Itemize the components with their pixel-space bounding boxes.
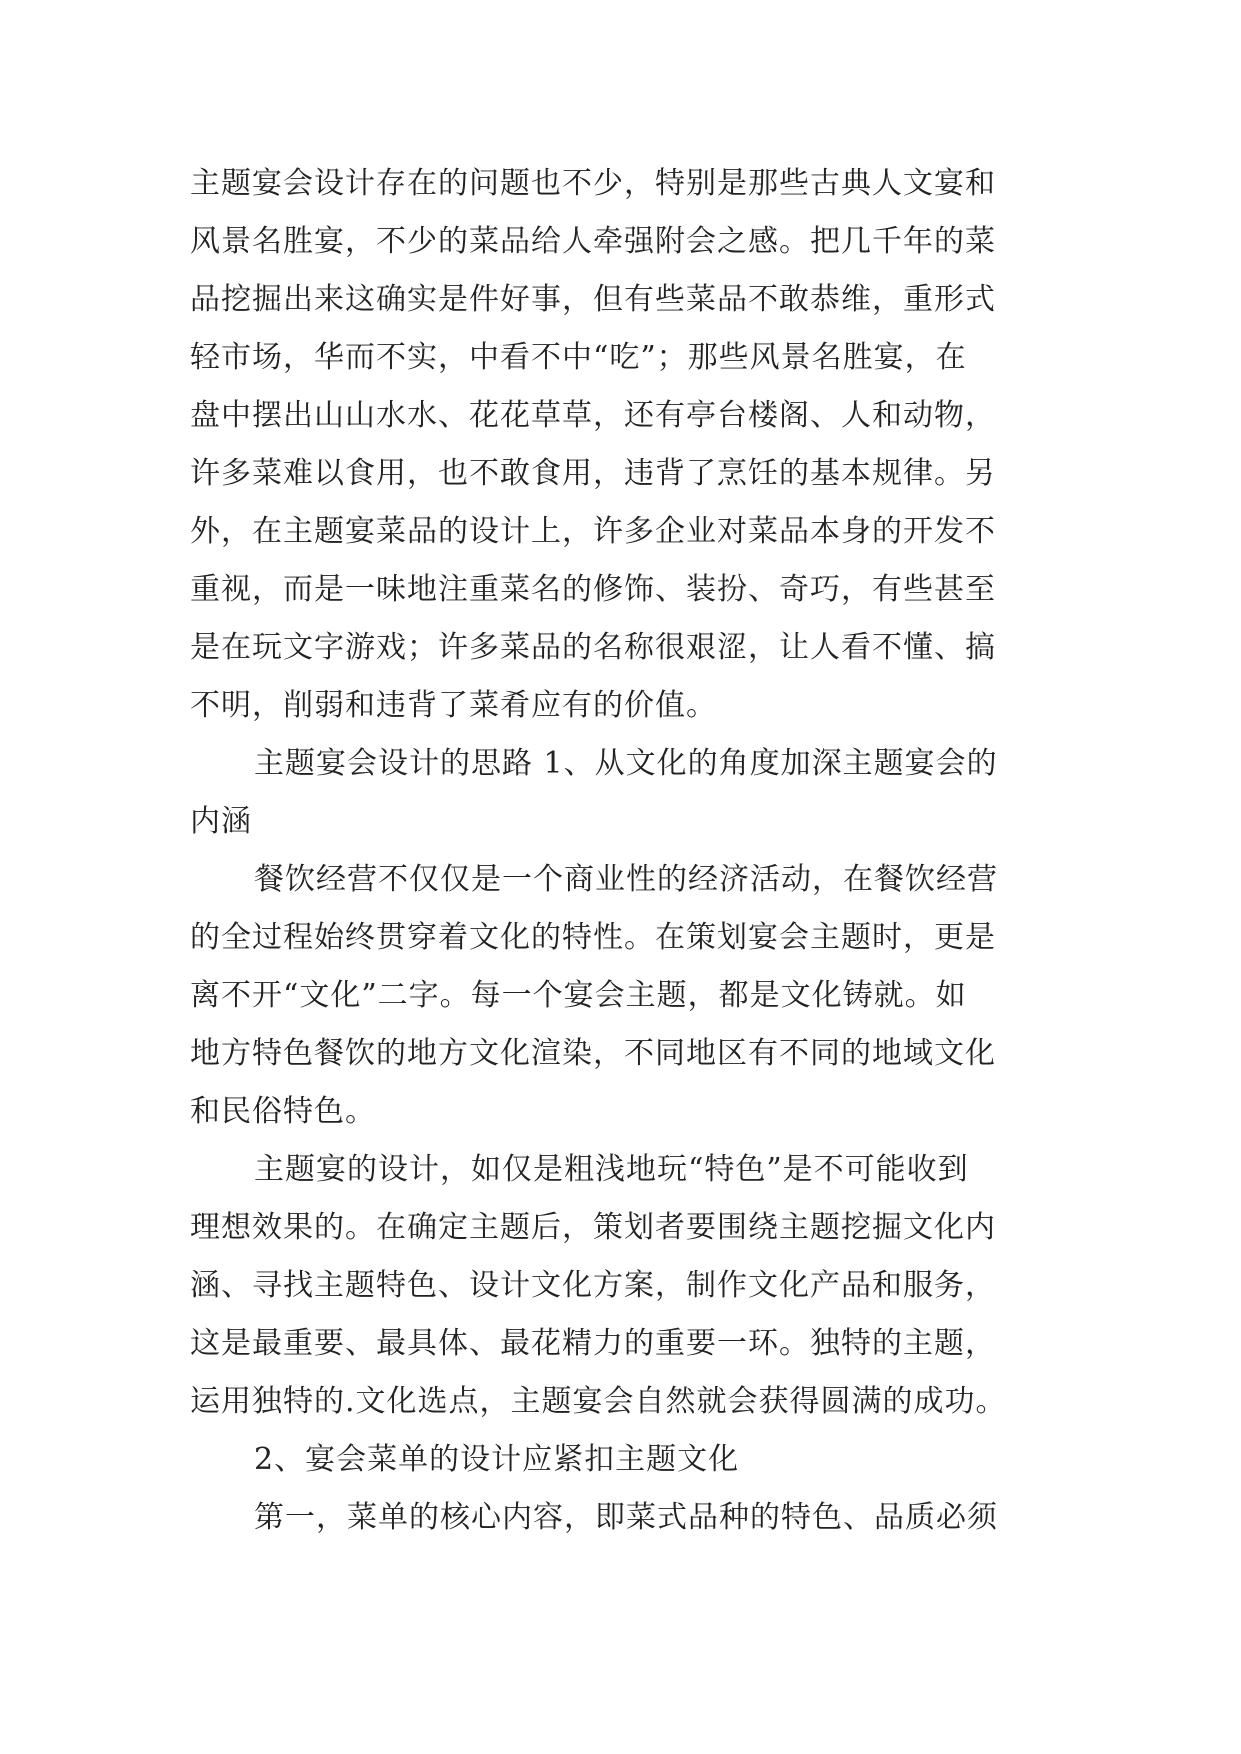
- text-line: 主题宴的设计，如仅是粗浅地玩“特色”是不可能收到: [254, 1152, 969, 1187]
- text-line: 地方特色餐饮的地方文化渲染，不同地区有不同的地域文化: [190, 1036, 996, 1071]
- text-line: 餐饮经营不仅仅是一个商业性的经济活动，在餐饮经营: [254, 862, 998, 897]
- text-line: 内涵: [190, 804, 252, 839]
- text-line: 理想效果的。在确定主题后，策划者要围绕主题挖掘文化内: [190, 1210, 996, 1245]
- text-line: 2、宴会菜单的设计应紧扣主题文化: [254, 1442, 740, 1477]
- text-line: 运用独特的.文化选点，主题宴会自然就会获得圆满的成功。: [190, 1384, 1007, 1419]
- text-line: 主题宴会设计的思路 1、从文化的角度加深主题宴会的: [254, 746, 998, 781]
- text-line: 主题宴会设计存在的问题也不少，特别是那些古典人文宴和: [190, 166, 996, 201]
- document-body: [190, 155, 1060, 1547]
- text-line: 外，在主题宴菜品的设计上，许多企业对菜品本身的开发不: [190, 514, 996, 549]
- text-line: 重视，而是一味地注重菜名的修饰、装扮、奇巧，有些甚至: [190, 572, 996, 607]
- text-line: 和民俗特色。: [190, 1094, 376, 1129]
- text-line: 这是最重要、最具体、最花精力的重要一环。独特的主题，: [190, 1326, 996, 1361]
- text-line: 不明，削弱和违背了菜肴应有的价值。: [190, 688, 717, 723]
- text-line: 许多菜难以食用，也不敢食用，违背了烹饪的基本规律。另: [190, 456, 996, 491]
- text-line: 轻市场，华而不实，中看不中“吃”；那些风景名胜宴，在: [190, 340, 967, 375]
- text-line: 涵、寻找主题特色、设计文化方案，制作文化产品和服务，: [190, 1268, 996, 1303]
- text-line: 品挖掘出来这确实是件好事，但有些菜品不敢恭维，重形式: [190, 282, 996, 317]
- text-line: 是在玩文字游戏；许多菜品的名称很艰涩，让人看不懂、搞: [190, 630, 996, 665]
- text-line: 第一，菜单的核心内容，即菜式品种的特色、品质必须: [254, 1500, 998, 1535]
- text-line: 离不开“文化”二字。每一个宴会主题，都是文化铸就。如: [190, 978, 967, 1013]
- text-line: 盘中摆出山山水水、花花草草，还有亭台楼阁、人和动物，: [190, 398, 996, 433]
- text-line: 的全过程始终贯穿着文化的特性。在策划宴会主题时，更是: [190, 920, 996, 955]
- text-line: 风景名胜宴，不少的菜品给人牵强附会之感。把几千年的菜: [190, 224, 996, 259]
